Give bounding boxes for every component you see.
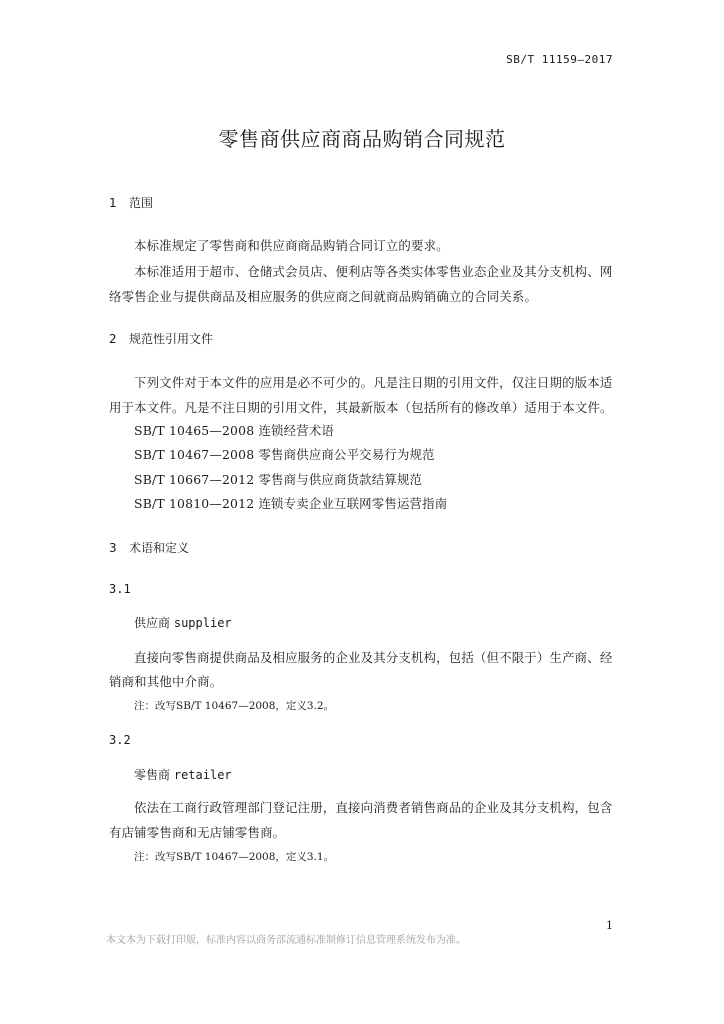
section-number: 1 [109,196,117,210]
term-number: 3.2 [109,733,131,747]
section-heading-3 [109,539,189,556]
term-definition: 依法在工商行政管理部门登记注册，直接向消费者销售商品的企业及其分支机构，包含 [134,800,613,815]
section-title: 规范性引用文件 [129,332,214,346]
term-note: 注：改写SB/T 10467—2008，定义3.1。 [134,851,335,863]
section-heading-2 [109,330,213,347]
term-name [134,766,232,783]
paragraph-continuation: 络零售企业与提供商品及相应服务的供应商之间就商品购销确立的合同关系。 [109,289,538,304]
section-number: 3 [109,541,117,555]
reference-item: SB/T 10810—2012 连锁专卖企业互联网零售运营指南 [134,496,448,511]
term-definition: 直接向零售商提供商品及相应服务的企业及其分支机构，包括（但不限于）生产商、经 [134,650,613,665]
term-definition-continuation: 有店铺零售商和无店铺零售商。 [109,825,286,840]
term-number: 3.1 [109,582,131,596]
reference-item: SB/T 10467—2008 零售商供应商公平交易行为规范 [134,447,435,462]
term-note: 注：改写SB/T 10467—2008，定义3.2。 [134,700,335,712]
footer-disclaimer: 本文本为下载打印版，标准内容以商务部流通标准制修订信息管理系统发布为准。 [106,935,466,946]
term-definition-continuation: 销商和其他中介商。 [109,674,223,689]
section-title: 范围 [129,196,154,210]
paragraph: 本标准适用于超市、仓储式会员店、便利店等各类实体零售业态企业及其分支机构、网 [134,264,613,279]
term-name-cn: 零售商 [134,768,171,782]
paragraph: 本标准规定了零售商和供应商商品购销合同订立的要求。 [134,238,449,253]
section-number: 2 [109,332,117,346]
reference-item: SB/T 10667—2012 零售商与供应商货款结算规范 [134,472,423,487]
term-name-en: retailer [173,768,232,782]
paragraph-continuation: 用于本文件。凡是不注日期的引用文件，其最新版本（包括所有的修改单）适用于本文件。 [109,400,613,415]
section-heading-1 [109,194,153,211]
paragraph: 下列文件对于本文件的应用是必不可少的。凡是注日期的引用文件，仅注日期的版本适 [134,375,613,390]
reference-item: SB/T 10465—2008 连锁经营术语 [134,423,334,438]
document-title: 零售商供应商商品购销合同规范 [218,127,506,151]
standard-code: SB/T 11159—2017 [506,53,613,66]
term-name-cn: 供应商 [134,616,171,630]
page-number: 1 [606,919,613,932]
section-title: 术语和定义 [129,541,190,555]
term-name [134,614,232,631]
term-name-en: supplier [173,616,232,630]
